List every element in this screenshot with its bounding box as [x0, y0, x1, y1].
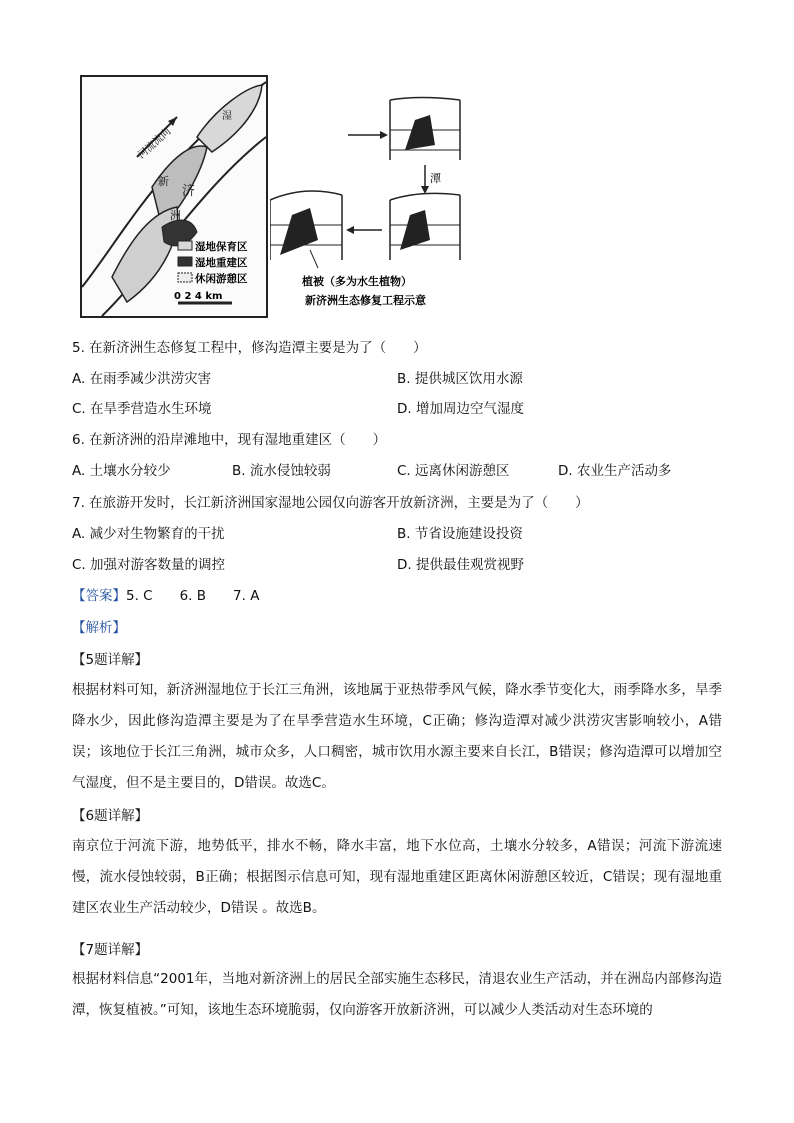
detail-6-text: 南京位于河流下游，地势低平，排水不畅，降水丰富，地下水位高，土壤水分较多，A错误；河流下游流速慢，流水侵蚀较弱，B正确；根据图示信息可知，现有湿地重建区距离休闲游憩区较近，C错误；现有湿地重建区农业生产活动较少，D错误 。故选B。 — [72, 838, 722, 916]
q6-option-c[interactable]: C. 远离休闲游憩区 — [397, 463, 510, 479]
map-char: 新 — [158, 175, 169, 188]
map-drawing — [82, 77, 266, 316]
answer-label: 【答案】 — [72, 588, 126, 604]
detail-5-text: 根据材料可知，新济洲湿地位于长江三角洲，该地属于亚热带季风气候，降水季节变化大，雨季降水多，旱季降水少，因此修沟造潭主要是为了在旱季营造水生环境，C正确；修沟造潭对减少洪涝灾害影响较小，A错误；该地位于长江三角洲，城市众多，人口稠密，城市饮用水源主要来自长江，B错误；修沟造潭可以增加空气湿度，但不是主要目的，D错误。故选C。 — [72, 682, 722, 791]
restoration-diagram — [270, 90, 470, 320]
q5-option-c[interactable]: C. 在旱季营造水生环境 — [72, 401, 212, 417]
detail-6-label: 【6题详解】 — [72, 808, 149, 824]
legend-label: 休闲游憩区 — [195, 273, 248, 285]
diagram-caption: 新济洲生态修复工程示意 — [305, 294, 426, 307]
q7-option-b[interactable]: B. 节省设施建设投资 — [397, 526, 523, 542]
detail-7-text: 根据材料信息“2001年，当地对新济洲上的居民全部实施生态移民，清退农业生产活动，并在洲岛内部修沟造潭，恢复植被。”可知，该地生态环境脆弱，仅向游客开放新济洲，可以减少人类活动对生态环境的 — [72, 971, 722, 1018]
detail-7-label: 【7题详解】 — [72, 942, 149, 958]
q7-option-a[interactable]: A. 减少对生物繁育的干扰 — [72, 526, 225, 542]
flow-label: 河流流向 — [136, 126, 174, 162]
scale-label: 0 2 4 km — [174, 291, 223, 302]
q6-option-a[interactable]: A. 土壤水分较少 — [72, 463, 171, 479]
legend-swatch — [178, 257, 192, 266]
q5-option-b[interactable]: B. 提供城区饮用水源 — [397, 371, 523, 387]
legend-swatch — [178, 273, 192, 282]
answer-line — [72, 586, 259, 606]
legend-swatch — [178, 241, 192, 250]
q7-stem: 7. 在旅游开发时，长江新济洲国家湿地公园仅向游客开放新济洲，主要是为了（ ） — [72, 495, 589, 511]
map-char: 湿 — [222, 111, 232, 122]
map-char: 洲 — [170, 209, 181, 222]
answer-text: 5. C 6. B 7. A — [126, 588, 260, 604]
island-map — [80, 75, 268, 318]
vegetation-caption: 植被（多为水生植物） — [302, 275, 412, 288]
q6-option-b[interactable]: B. 流水侵蚀较弱 — [232, 463, 331, 479]
q6-stem: 6. 在新济洲的沿岸滩地中，现有湿地重建区（ ） — [72, 432, 387, 448]
restoration-drawing — [270, 90, 470, 320]
q5-option-d[interactable]: D. 增加周边空气湿度 — [397, 401, 524, 417]
legend-label: 湿地保育区 — [195, 241, 248, 253]
analysis-label: 【解析】 — [72, 620, 126, 636]
q5-option-a[interactable]: A. 在雨季减少洪涝灾害 — [72, 371, 212, 387]
legend-label: 湿地重建区 — [195, 257, 248, 269]
map-char: 济 — [182, 184, 196, 199]
q6-option-d[interactable]: D. 农业生产活动多 — [558, 463, 672, 479]
tan-label: 潭 — [430, 172, 441, 185]
detail-5-label: 【5题详解】 — [72, 652, 149, 668]
q7-option-c[interactable]: C. 加强对游客数量的调控 — [72, 557, 226, 573]
q5-stem: 5. 在新济洲生态修复工程中，修沟造潭主要是为了（ ） — [72, 340, 427, 356]
q7-option-d[interactable]: D. 提供最佳观赏视野 — [397, 557, 524, 573]
